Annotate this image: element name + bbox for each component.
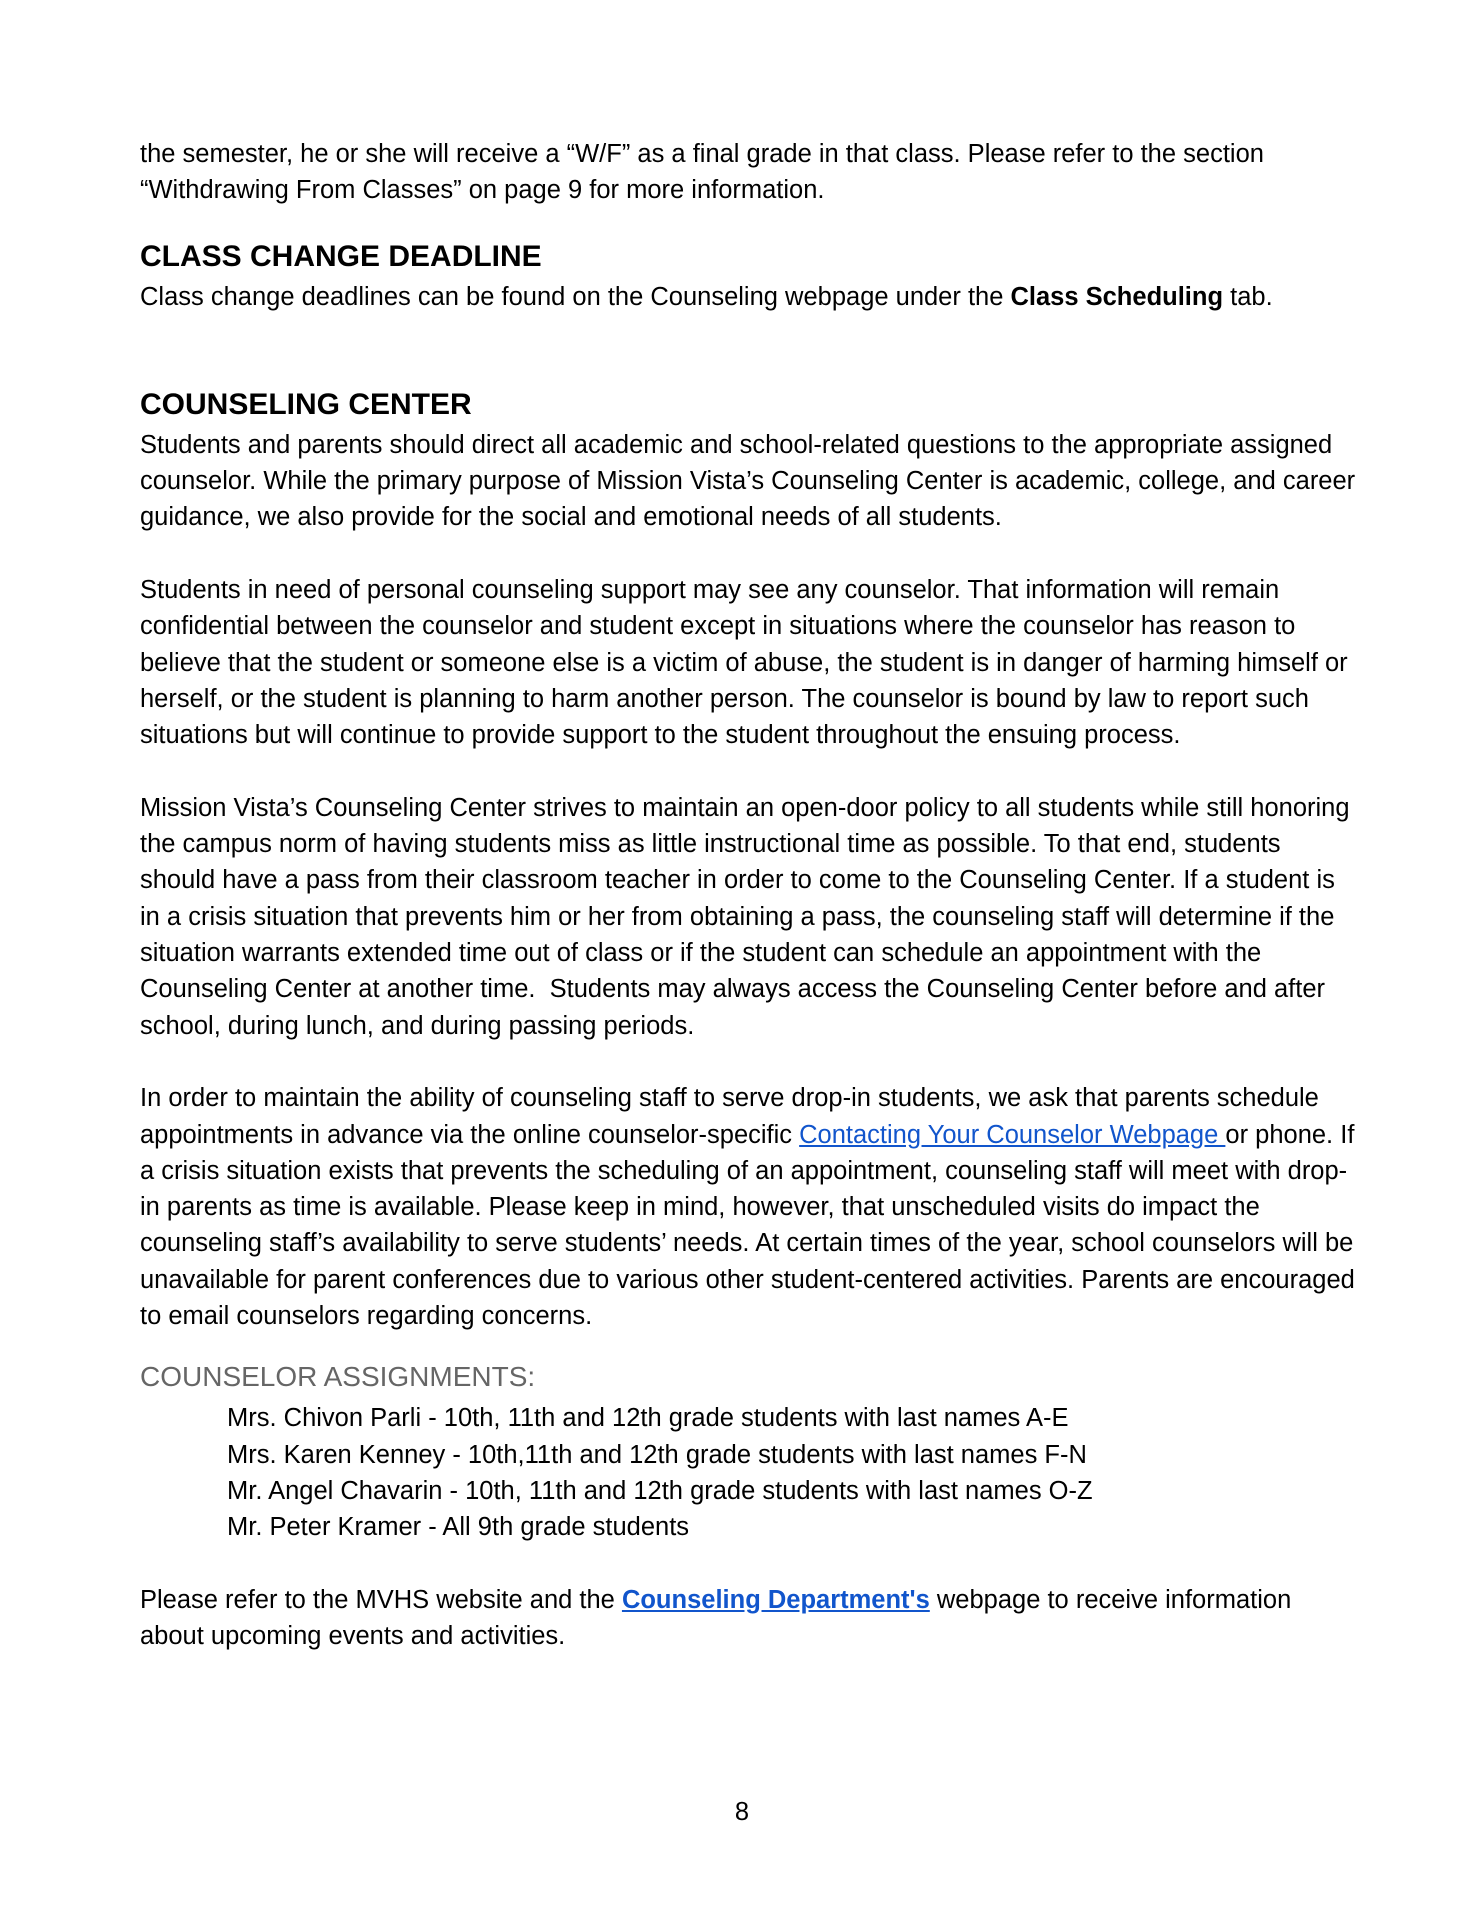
- intro-paragraph: the semester, he or she will receive a “W/F” as a final grade in that class. Please refer to the section “Withdrawing From Classes” on page 9 for more information.: [140, 140, 1264, 205]
- assignment-item: Mr. Peter Kramer - All 9th grade students: [227, 1513, 690, 1542]
- class-change-text-after: tab.: [1223, 282, 1273, 311]
- assignment-item: Mrs. Chivon Parli - 10th, 11th and 12th grade students with last names A-E: [227, 1404, 1069, 1433]
- counseling-department-link[interactable]: Counseling Department's: [621, 1585, 930, 1614]
- counseling-paragraph-2: Students in need of personal counseling support may see any counselor. That information will remain confidential between the counselor and student except in situations where the counselor has reason to believe that the student or someone else is a victim of abuse, the student is in danger of harming himself or herself, or the student is planning to harm another person. The counselor is bound by law to report such situations but will continue to provide support to the student throughout the ensuing process.: [140, 576, 1348, 750]
- counselor-assignments-heading: COUNSELOR ASSIGNMENTS:: [140, 1361, 536, 1393]
- counseling-paragraph-4: [140, 1080, 1360, 1334]
- contacting-your-counselor-link[interactable]: Contacting Your Counselor Webpage: [799, 1120, 1226, 1149]
- counseling-paragraph-3: Mission Vista’s Counseling Center strives to maintain an open-door policy to all students while still honoring the campus norm of having students miss as little instructional time as possible. To that end, students should have a pass from their classroom teacher in order to come to the Counseling Center. If a student is in a crisis situation that prevents him or her from obtaining a pass, the counseling staff will determine if the situation warrants extended time out of class or if the student can schedule an appointment with the Counseling Center at another time. Students may always access the Counseling Center before and after school, during lunch, and during passing periods.: [140, 793, 1350, 1040]
- paragraph-4-text-before: In order to maintain the ability of counseling staff to serve drop-in students, we ask that parents schedule appointments in advance via the online counselor-specific: [140, 1084, 1319, 1149]
- class-change-heading: CLASS CHANGE DEADLINE: [140, 239, 542, 273]
- closing-text-before: Please refer to the MVHS website and the: [140, 1585, 622, 1614]
- closing-paragraph: [140, 1582, 1360, 1655]
- page-number: 8: [734, 1798, 750, 1826]
- counselor-assignments-list: [140, 1400, 1360, 1545]
- counseling-center-heading: COUNSELING CENTER: [140, 387, 472, 421]
- class-scheduling-bold: Class Scheduling: [1010, 282, 1224, 311]
- assignment-item: Mrs. Karen Kenney - 10th,11th and 12th grade students with last names F-N: [227, 1440, 1087, 1469]
- counseling-paragraph-1: Students and parents should direct all academic and school-related questions to the appropriate assigned counselor. While the primary purpose of Mission Vista’s Counseling Center is academic, college, and career guidance, we also provide for the social and emotional needs of all students.: [140, 430, 1356, 532]
- document-page: [140, 136, 1360, 1654]
- assignment-item: Mr. Angel Chavarin - 10th, 11th and 12th grade students with last names O-Z: [227, 1476, 1093, 1505]
- class-change-paragraph: [140, 279, 1360, 315]
- closing-text-after: webpage to receive information about upcoming events and activities.: [140, 1585, 1292, 1651]
- class-change-text-before: Class change deadlines can be found on the Counseling webpage under the: [140, 282, 1011, 311]
- paragraph-4-text-after: or phone. If a crisis situation exists that prevents the scheduling of an appointment, counseling staff will meet with drop-in parents as time is available. Please keep in mind, however, that unscheduled visits do impact the counseling staff’s availability to serve students’ needs. At certain times of the year, school counselors will be unavailable for parent conferences due to various other student-centered activities. Parents are encouraged to email counselors regarding concerns.: [140, 1120, 1355, 1331]
